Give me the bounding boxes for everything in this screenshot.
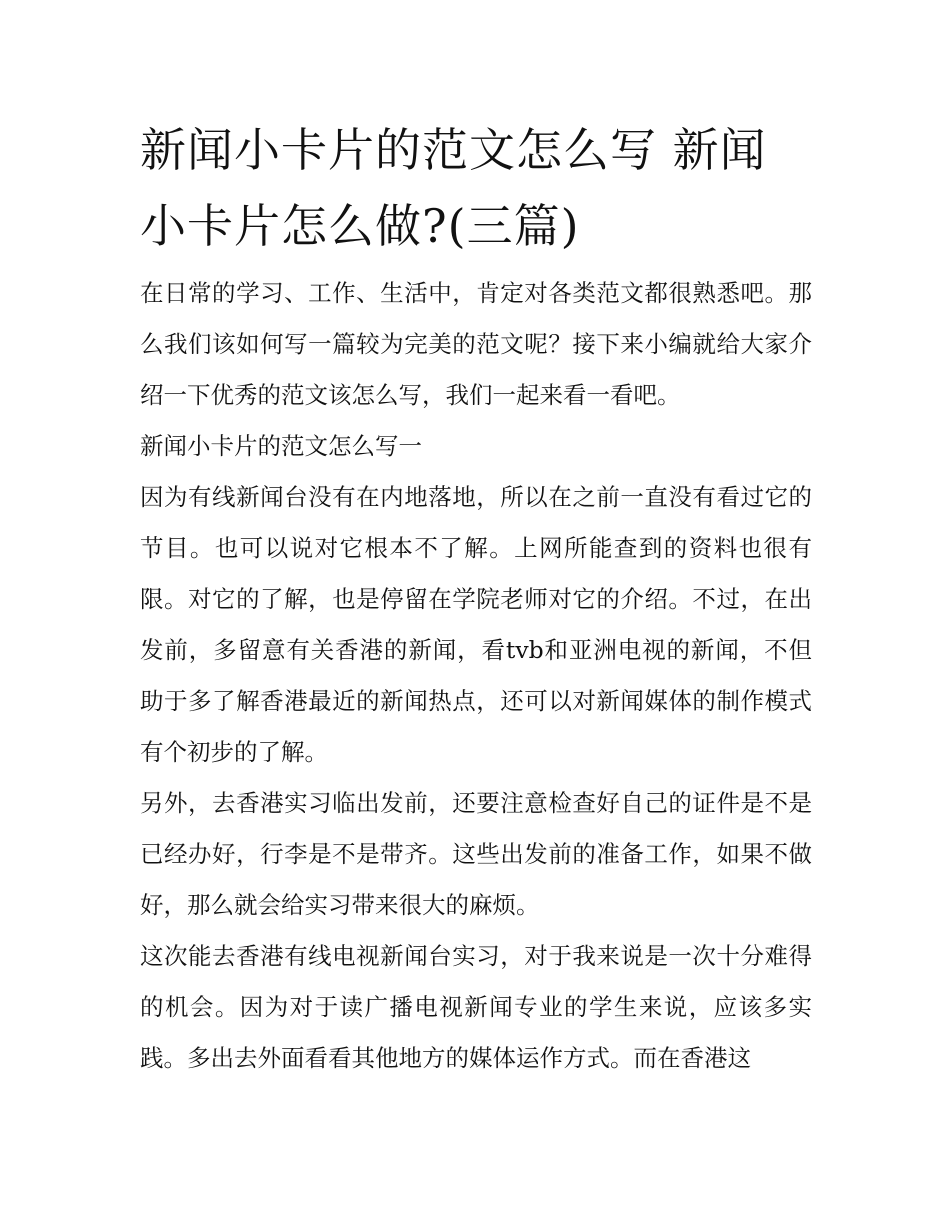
- document-title: 新闻小卡片的范文怎么写 新闻小卡片怎么做?(三篇): [140, 123, 767, 253]
- section-heading: 新闻小卡片的范文怎么写一: [140, 432, 422, 460]
- body-paragraph: 这次能去香港有线电视新闻台实习，对于我来说是一次十分难得的机会。因为对于读广播电视新闻专业的学生来说，应该多实践。多出去外面看看其他地方的媒体运作方式。而在香港这: [140, 942, 812, 1072]
- body-paragraph: 另外，去香港实习临出发前，还要注意检查好自己的证件是不是已经办好，行李是不是带齐。这些出发前的准备工作，如果不做好，那么就会给实习带来很大的麻烦。: [140, 789, 812, 919]
- body-paragraph: 因为有线新闻台没有在内地落地，所以在之前一直没有看过它的节目。也可以说对它根本不了解。上网所能查到的资料也很有限。对它的了解，也是停留在学院老师对它的介绍。不过，在出发前，多留意有关香港的新闻，看tvb和亚洲电视的新闻，不但助于多了解香港最近的新闻热点，还可以对新闻媒体的制作模式有个初步的了解。: [140, 483, 812, 766]
- intro-paragraph: 在日常的学习、工作、生活中，肯定对各类范文都很熟悉吧。那么我们该如何写一篇较为完美的范文呢？接下来小编就给大家介绍一下优秀的范文该怎么写，我们一起来看一看吧。: [140, 279, 812, 409]
- document-page: [140, 112, 812, 1084]
